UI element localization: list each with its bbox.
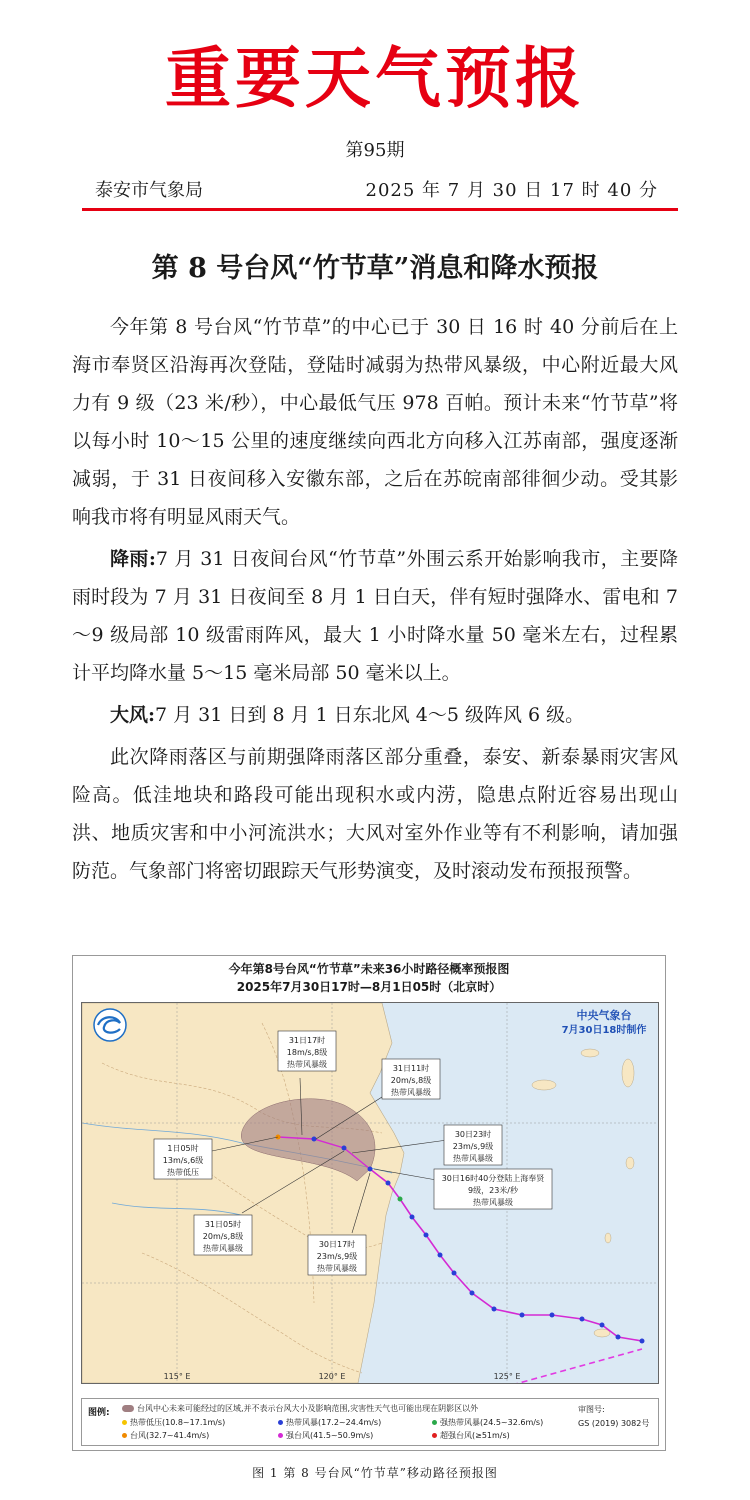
made-time: 7月30日18时制作 [561,1025,647,1036]
issue-datetime: 2025 年 7 月 30 日 17 时 40 分 [365,180,658,201]
typhoon-track-figure [72,955,666,1451]
ty-dot-icon [122,1433,127,1438]
svg-text:热带风暴级: 热带风暴级 [317,1264,357,1273]
headline: 第 8 号台风“竹节草”消息和降水预报 [151,253,599,284]
svg-text:热带风暴级: 热带风暴级 [287,1060,327,1069]
svg-text:18m/s,8级: 18m/s,8级 [286,1048,328,1057]
sts-dot-icon [432,1420,437,1425]
svg-text:20m/s,8级: 20m/s,8级 [390,1076,432,1085]
track-map [81,1002,659,1384]
header-divider [82,208,678,211]
svg-text:1日05时: 1日05时 [167,1144,199,1153]
legend-sty: 强台风(41.5~50.9m/s) [278,1430,373,1441]
map-legend [81,1398,659,1446]
svg-text:13m/s,6级: 13m/s,6级 [162,1156,204,1165]
legend-sts: 强热带风暴(24.5~32.6m/s) [432,1417,543,1428]
map-svg [82,1003,658,1383]
wind-label: 大风: [110,704,156,726]
issuing-organization: 泰安市气象局 [95,180,203,201]
svg-text:30日17时: 30日17时 [318,1240,356,1249]
svg-text:热带风暴级: 热带风暴级 [203,1244,243,1253]
svg-text:热带风暴级: 热带风暴级 [473,1198,513,1207]
paragraph-rain [72,540,678,692]
annotation-31d05 [194,1215,252,1255]
svg-text:30日16时40分登陆上海奉贤: 30日16时40分登陆上海奉贤 [441,1174,545,1183]
annotation-30d23 [444,1125,502,1165]
legend-td: 热带低压(10.8~17.1m/s) [122,1417,225,1428]
annotation-31d11 [382,1059,440,1099]
svg-text:23m/s,9级: 23m/s,9级 [452,1142,494,1151]
paragraph-risk: 此次降雨落区与前期强降雨落区部分重叠，泰安、新泰暴雨灾害风险高。低洼地块和路段可能出现积水或内涝，隐患点附近容易出现山洪、地质灾害和中小河流洪水；大风对室外作业等有不利影响，请加强防范。气象部门将密切跟踪天气形势演变，及时滚动发布预报预警。 [72,746,678,882]
td-dot-icon [122,1420,127,1425]
legend-ty: 台风(32.7~41.4m/s) [122,1430,209,1441]
svg-text:20m/s,8级: 20m/s,8级 [202,1232,244,1241]
svg-text:31日11时: 31日11时 [392,1064,430,1073]
agency-name: 中央气象台 [576,1009,632,1022]
svg-text:热带低压: 热带低压 [167,1168,199,1177]
legend-label: 图例: [88,1408,110,1418]
annotation-31d17 [278,1031,336,1071]
ts-dot-icon [278,1420,283,1425]
review-number: 审图号: GS (2019) 3082号 [578,1405,650,1428]
sty-dot-icon [278,1433,283,1438]
figure-caption: 图 1 第 8 号台风“竹节草”移动路径预报图 [252,1466,498,1480]
cma-logo [94,1009,126,1041]
svg-text:23m/s,9级: 23m/s,9级 [316,1252,358,1261]
svg-text:30日23时: 30日23时 [454,1130,492,1139]
wind-text: 7 月 31 日到 8 月 1 日东北风 4～5 级阵风 6 级。 [155,704,585,726]
rain-label: 降雨: [110,548,156,570]
svg-text:31日05时: 31日05时 [204,1220,242,1229]
annotation-1d05 [154,1139,212,1179]
lon-label-125: 125° E [493,1372,521,1381]
lon-label-115: 115° E [163,1372,191,1381]
lon-label-120: 120° E [318,1372,346,1381]
annotation-landfall [434,1169,552,1209]
legend-cone-note: 台风中心未来可能经过的区域,并不表示台风大小及影响范围,灾害性天气也可能出现在阴影区以外 [122,1403,478,1414]
land-area [82,1003,404,1383]
paragraph-wind [72,696,678,734]
issue-number: 第95期 [345,140,405,161]
cone-swatch-icon [122,1405,134,1412]
svg-text:31日17时: 31日17时 [288,1036,326,1045]
figure-subtitle: 2025年7月30日17时—8月1日05时（北京时） [236,980,502,994]
supty-dot-icon [432,1433,437,1438]
legend-ts: 热带风暴(17.2~24.4m/s) [278,1417,381,1428]
figure-title: 今年第8号台风“竹节草”未来36小时路径概率预报图 [228,962,510,976]
rain-text: 7 月 31 日夜间台风“竹节草”外围云系开始影响我市，主要降雨时段为 7 月 31 日夜间至 8 月 1 日白天，伴有短时强降水、雷电和 7～9 级局部 10 级雷雨阵风，最大 1 小时降水量 50 毫米左右，过程累计平均降水量 5～15 毫米局部 50 毫米以上。 [72,548,679,684]
svg-text:9级，23米/秒: 9级，23米/秒 [468,1186,518,1195]
paragraph-overview: 今年第 8 号台风“竹节草”的中心已于 30 日 16 时 40 分前后在上海市奉贤区沿海再次登陆，登陆时减弱为热带风暴级，中心附近最大风力有 9 级（23 米/秒），中心最低气压 978 百帕。预计未来“竹节草”将以每小时 10～15 公里的速度继续向西北方向移入江苏南部，强度逐渐减弱，于 31 日夜间移入安徽东部，之后在苏皖南部徘徊少动。受其影响我市将有明显风雨天气。 [72,316,678,528]
svg-text:热带风暴级: 热带风暴级 [391,1088,431,1097]
body-text [72,308,678,890]
annotation-30d17 [308,1235,366,1275]
report-title: 重要天气预报 [165,39,585,117]
svg-text:热带风暴级: 热带风暴级 [453,1154,493,1163]
legend-supty: 超强台风(≥51m/s) [432,1430,510,1441]
